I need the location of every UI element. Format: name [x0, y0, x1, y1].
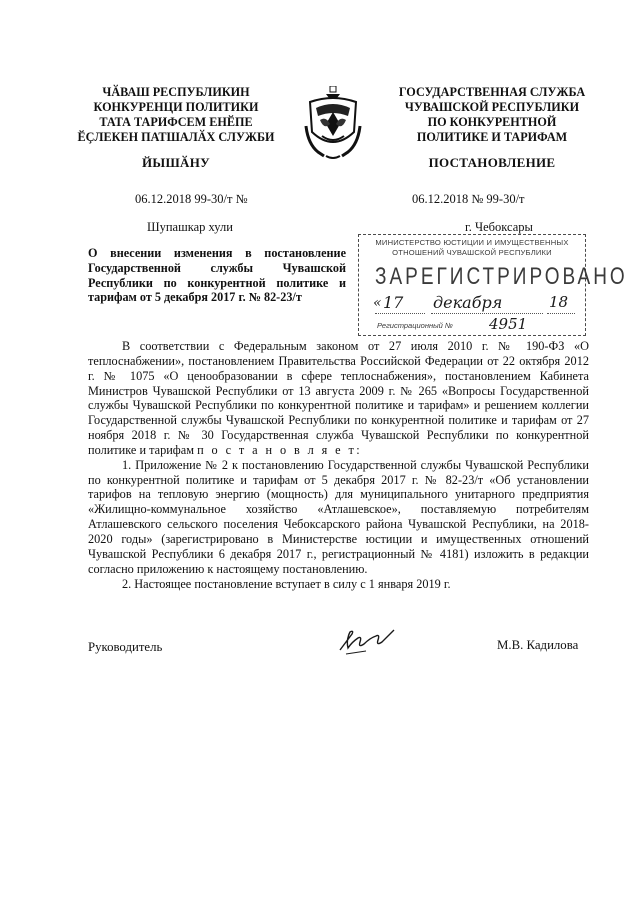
stamp-year: 18 — [549, 293, 569, 311]
doc-type-chuvash: ЙЫШӐНУ — [142, 155, 210, 170]
city-chuvash: Шупашкар хули — [147, 220, 233, 234]
header-left-line: ТАТА ТАРИФСЕМ ЕНӖПЕ — [99, 115, 253, 129]
signer-name: М.В. Кадилова — [497, 638, 579, 652]
header-right-line: ЧУВАШСКОЙ РЕСПУБЛИКИ — [404, 100, 580, 114]
stamp-reg-number: 4951 — [489, 315, 528, 333]
stamp-ministry-line: ОТНОШЕНИЙ ЧУВАШСКОЙ РЕСПУБЛИКИ — [392, 248, 552, 257]
registration-stamp — [358, 234, 628, 336]
preamble-paragraph — [88, 339, 589, 458]
header-left-line: ӖҪЛЕКЕН ПАТШАЛӐХ СЛУЖБИ — [77, 130, 275, 144]
header-right-line: ГОСУДАРСТВЕННАЯ СЛУЖБА — [398, 85, 586, 99]
city-russian: г. Чебоксары — [465, 220, 533, 234]
header-left-line: КОНКУРЕНЦИ ПОЛИТИКИ — [93, 100, 259, 114]
document-body — [88, 339, 589, 591]
item-1-paragraph: 1. Приложение № 2 к постановлению Государственной службы Чувашской Республики по конкурентной политике и тарифам от 5 декабря 2017 г. № 82-23/т «Об установлении тарифов на тепловую энергию (мощность) для муниципального унитарного предприятия «Жилищно-коммунальное хозяйство «Атлашевское», поставляемую потребителям Атлашевского сельского поселения Чебоксарского района Чувашской Республики, на 2018-2020 годы» (зарегистрировано в Министерстве юстиции и имущественных отношений Чувашской Республики 6 декабря 2017 г., регистрационный № 4181) изложить в редакции согласно приложению к настоящему постановлению. — [88, 457, 589, 576]
preamble-text: В соответствии с Федеральным законом от 27 июля 2010 г. № 190-ФЗ «О теплоснабжении», постановлением Правительства Российской Федерации от 22 октября 2012 г. № 1075 «О ценообразовании в сфере теплоснабжения», постановлением Кабинета Министров Чувашской Республики от 13 августа 2009 г. № 265 «Вопросы Государственной службы Чувашской Республики по конкурентной политике и тарифам» и решением коллегии Государственной службы Чувашской Республики по конкурентной политике и тарифам от 27 ноября 2018 г. № 30 Государственная служба Чувашской Республики по конкурентной политике и тарифам — [88, 339, 589, 457]
header-left-line: ЧӐВАШ РЕСПУБЛИКИН — [102, 85, 250, 99]
doc-date-russian: 06.12.2018 № 99-30/т — [412, 192, 525, 206]
coat-of-arms-emblem — [304, 86, 362, 160]
stamp-day: 17 — [383, 293, 404, 312]
stamp-registered-title: ЗАРЕГИСТРИРОВАНО — [375, 264, 628, 291]
doc-date-chuvash: 06.12.2018 99-30/т № — [135, 192, 248, 206]
header-right-line: ПО КОНКУРЕНТНОЙ — [427, 115, 557, 129]
header-chuvash-org-name — [66, 85, 286, 145]
header-russian-org-name — [382, 85, 602, 145]
stamp-date-quote: « — [373, 295, 382, 311]
document-subject: О внесении изменения в постановление Государственной службы Чувашской Республики по конкурентной политике и тарифам от 5 декабря 2017 г. № 82-23/т — [88, 246, 346, 305]
stamp-underline — [431, 313, 543, 314]
stamp-underline — [547, 313, 575, 314]
resolves-word: п о с т а н о в л я е т: — [197, 442, 363, 457]
doc-type-russian: ПОСТАНОВЛЕНИЕ — [428, 155, 556, 170]
stamp-ministry-line: МИНИСТЕРСТВО ЮСТИЦИИ И ИМУЩЕСТВЕННЫХ — [375, 238, 569, 247]
stamp-underline — [375, 313, 425, 314]
stamp-month: декабря — [433, 293, 503, 312]
header-right-line: ПОЛИТИКЕ И ТАРИФАМ — [416, 130, 568, 144]
stamp-reg-label: Регистрационный № — [377, 321, 453, 330]
item-2-paragraph: 2. Настоящее постановление вступает в силу с 1 января 2019 г. — [122, 576, 451, 591]
signer-position: Руководитель — [88, 640, 163, 654]
handwritten-signature — [336, 620, 398, 660]
